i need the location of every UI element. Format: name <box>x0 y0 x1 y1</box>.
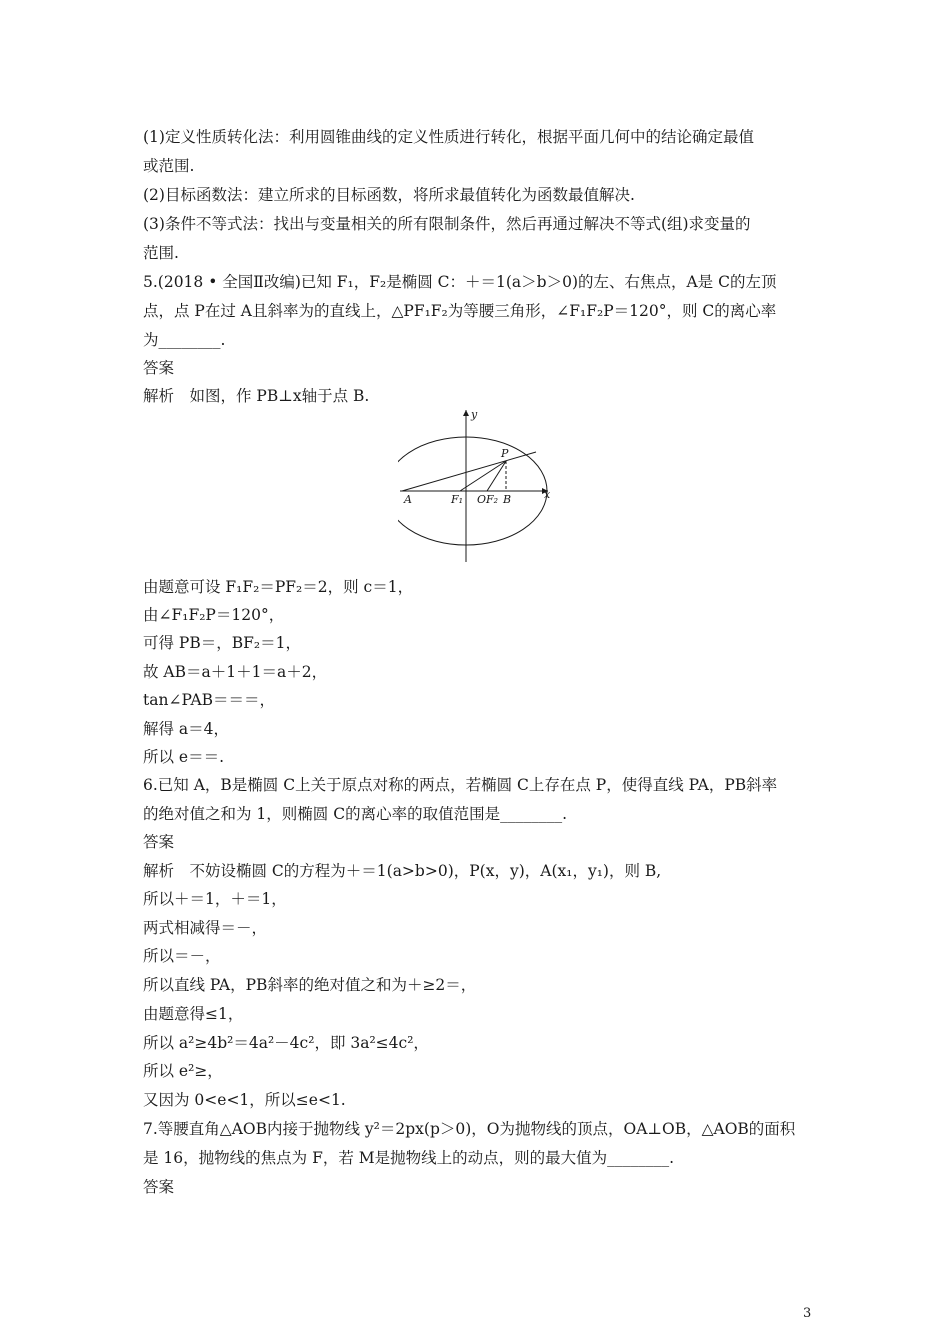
y-axis-arrow <box>463 410 469 416</box>
analysis-line: 解析 如图，作 PB⊥x轴于点 B. <box>143 387 370 405</box>
text-line: 5.(2018 • 全国Ⅱ改编)已知 F₁，F₂是椭圆 C：＋＝1(a＞b＞0)的左、右焦点，A是 C的左顶 <box>143 273 777 291</box>
label-A: A <box>404 493 412 506</box>
text-line: 点，点 P在过 A且斜率为的直线上，△PF₁F₂为等腰三角形，∠F₁F₂P＝120°，则 C的离心率 <box>143 302 777 320</box>
text-line: 故 AB＝a＋1＋1＝a＋2， <box>143 663 328 681</box>
text-line: 由题意可设 F₁F₂＝PF₂＝2，则 c＝1， <box>143 578 414 596</box>
text-line: 范围. <box>143 244 179 262</box>
page-number: 3 <box>803 1306 812 1321</box>
text-line: 所以直线 PA，PB斜率的绝对值之和为＋≥2＝， <box>143 976 477 994</box>
label-y: y <box>471 408 478 421</box>
answer-label: 答案 <box>143 833 175 851</box>
text-line: 6.已知 A，B是椭圆 C上关于原点对称的两点，若椭圆 C上存在点 P，使得直线 PA，PB斜率 <box>143 776 778 794</box>
text-line: 为________. <box>143 331 226 349</box>
text-line: 或范围. <box>143 157 195 175</box>
text-line: tan∠PAB＝＝＝， <box>143 691 276 709</box>
text-line: 可得 PB＝，BF₂＝1， <box>143 634 301 652</box>
text-line: 的绝对值之和为 1，则椭圆 C的离心率的取值范围是________. <box>143 805 568 823</box>
text-line: 由∠F₁F₂P＝120°， <box>143 606 285 624</box>
label-B: B <box>503 493 512 506</box>
text-line: 所以 e²≥， <box>143 1062 223 1080</box>
text-line: 所以＝－， <box>143 947 221 965</box>
text-line: 所以 e＝＝. <box>143 748 225 766</box>
label-O: O <box>477 493 487 506</box>
text-line: 所以＋＝1，＋＝1， <box>143 890 287 908</box>
text-line: 解得 a＝4， <box>143 720 230 738</box>
answer-label: 答案 <box>143 1178 175 1196</box>
segment-PF1 <box>460 461 506 491</box>
text-line: (3)条件不等式法：找出与变量相关的所有限制条件，然后再通过解决不等式(组)求变量的 <box>143 215 751 233</box>
text-line: 是 16，抛物线的焦点为 F，若 M是抛物线上的动点，则的最大值为________. <box>143 1149 675 1167</box>
analysis-line: 解析 不妨设椭圆 C的方程为＋＝1(a>b>0)，P(x，y)，A(x₁，y₁)，则 B, <box>143 862 662 880</box>
label-F2: F₂ <box>486 493 499 506</box>
answer-label: 答案 <box>143 359 175 377</box>
label-F1: F₁ <box>451 493 464 506</box>
label-x: x <box>544 488 551 501</box>
text-line: (2)目标函数法：建立所求的目标函数，将所求最值转化为函数最值解决. <box>143 186 635 204</box>
text-line: 两式相减得＝－， <box>143 919 268 937</box>
label-P: P <box>501 447 509 460</box>
ellipse-figure <box>398 402 558 570</box>
text-line: 所以 a²≥4b²＝4a²－4c²，即 3a²≤4c²， <box>143 1034 429 1052</box>
text-line: 又因为 0<e<1，所以≤e<1. <box>143 1091 346 1109</box>
text-line: 由题意得≤1， <box>143 1005 244 1023</box>
text-line: 7.等腰直角△AOB内接于抛物线 y²＝2px(p＞0)，O为抛物线的顶点，OA⊥OB，△AOB的面积 <box>143 1120 796 1138</box>
text-line: (1)定义性质转化法：利用圆锥曲线的定义性质进行转化，根据平面几何中的结论确定最值 <box>143 128 754 146</box>
